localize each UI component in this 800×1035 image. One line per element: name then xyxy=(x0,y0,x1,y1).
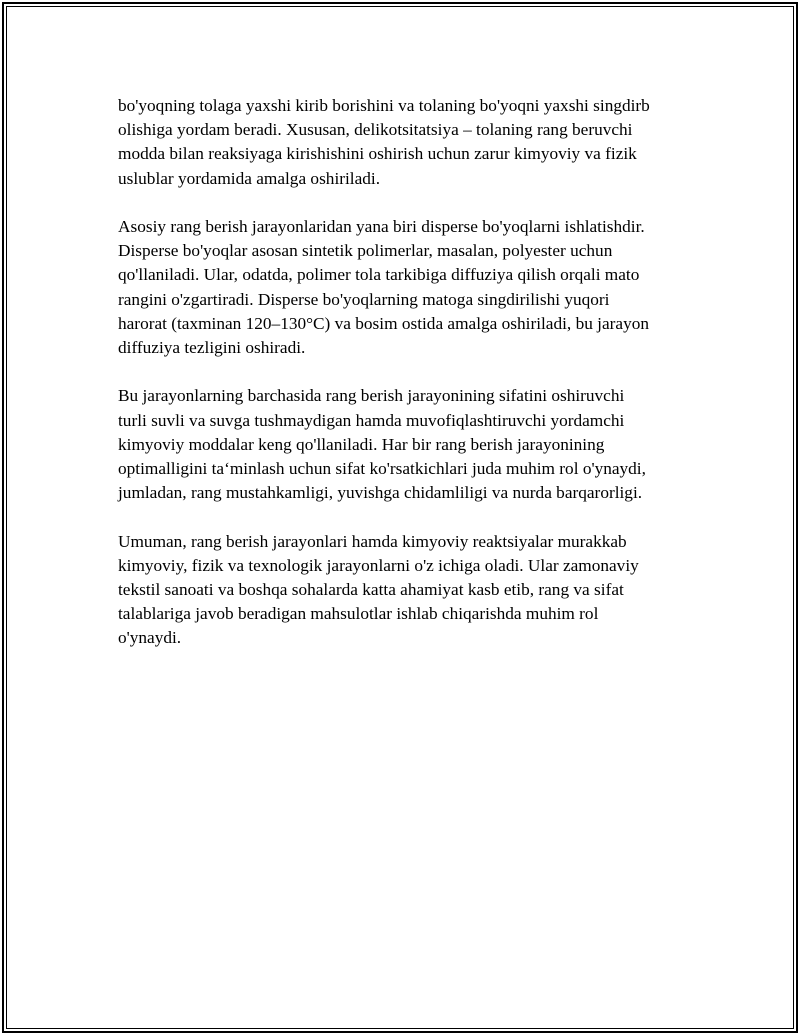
paragraph-2: Asosiy rang berish jarayonlaridan yana biri disperse bo'yoqlarni ishlatishdir. Disperse bo'yoqlar asosan sintetik polimerlar, masalan, polyester uchun qo'llaniladi. Ular, odatda, polimer tola tarkibiga diffuziya qilish orqali mato rangini o'zgartiradi. Disperse bo'yoqlarning matoga singdirilishi yuqori harorat (taxminan 120–130°C) va bosim ostida amalga oshiriladi, bu jarayon diffuziya tezligini oshiradi. xyxy=(118,217,649,358)
document-body xyxy=(118,94,698,675)
paragraph-1: bo'yoqning tolaga yaxshi kirib borishini va tolaning bo'yoqni yaxshi singdirb olishiga yordam beradi. Xususan, delikotsitatsiya – tolaning rang beruvchi modda bilan reaksiyaga kirishishini oshirish uchun zarur kimyoviy va fizik uslublar yordamida amalga oshiriladi. xyxy=(118,96,650,188)
paragraph-3: Bu jarayonlarning barchasida rang berish jarayonining sifatini oshiruvchi turli suvli va suvga tushmaydigan hamda muvofiqlashtiruvchi yordamchi kimyoviy moddalar keng qo'llaniladi. Har bir rang berish jarayonining optimalligini ta‘minlash uchun sifat ko'rsatkichlari juda muhim rol o'ynaydi, jumladan, rang mustahkamligi, yuvishga chidamliligi va nurda barqarorligi. xyxy=(118,386,646,503)
paragraph-4: Umuman, rang berish jarayonlari hamda kimyoviy reaktsiyalar murakkab kimyoviy, fizik va texnologik jarayonlarni o'z ichiga oladi. Ular zamonaviy tekstil sanoati va boshqa sohalarda katta ahamiyat kasb etib, rang va sifat talablariga javob beradigan mahsulotlar ishlab chiqarishda muhim rol o'ynaydi. xyxy=(118,531,639,648)
